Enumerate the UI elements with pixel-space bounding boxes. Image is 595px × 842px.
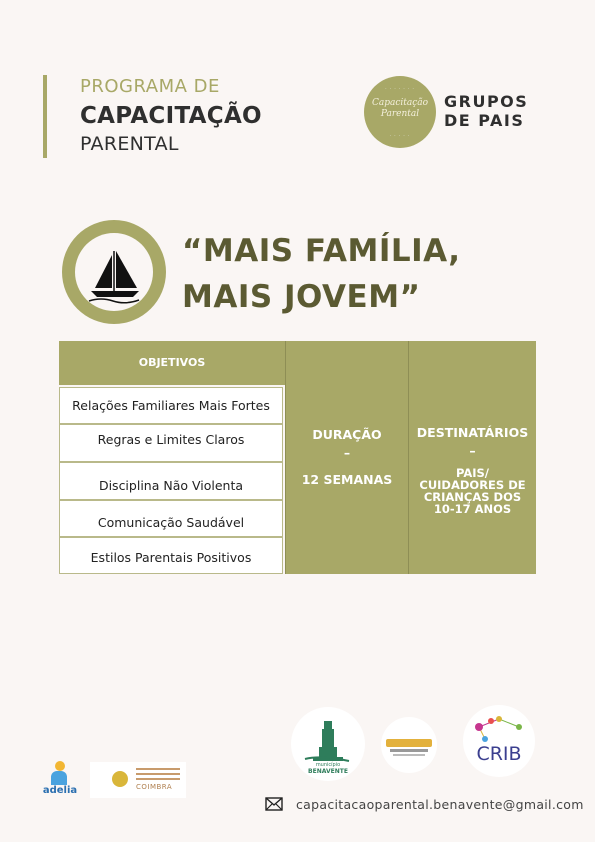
objetivo-item: Regras e Limites Claros <box>59 424 283 462</box>
duracao-panel <box>286 341 408 574</box>
program-seal-logo: · · · · · · · Capacitação Parental · · · · · <box>364 76 436 148</box>
benavente-text-1: município <box>315 762 341 768</box>
objetivos-header: OBJETIVOS <box>59 341 285 385</box>
objetivo-item: Disciplina Não Violenta <box>59 462 283 500</box>
destinatarios-value: PAIS/ CUIDADORES DE CRIANÇAS DOS 10-17 ANOS <box>419 466 526 516</box>
destinatarios-label: DESTINATÁRIOS <box>416 425 529 440</box>
objetivo-item: Estilos Parentais Positivos <box>59 537 283 574</box>
mail-icon <box>265 797 283 811</box>
adelia-text: adelia <box>42 785 78 796</box>
network-icon <box>463 705 535 777</box>
crib-text: CRIB <box>476 743 522 765</box>
seal-text-2: Parental <box>380 109 420 119</box>
duracao-dash: – <box>343 445 351 460</box>
objetivo-item: Comunicação Saudável <box>59 500 283 537</box>
main-title: “MAIS FAMÍLIA, MAIS JOVEM” <box>182 233 461 315</box>
duracao-label: DURAÇÃO <box>312 427 382 442</box>
contact-email[interactable]: capacitacaoparental.benavente@gmail.com <box>296 797 584 812</box>
crib-logo <box>463 705 535 777</box>
benavente-text-2: BENAVENTE <box>308 768 348 775</box>
benavente-logo <box>291 707 365 781</box>
accent-bar <box>43 75 47 158</box>
program-table <box>59 341 536 574</box>
duracao-value: 12 SEMANAS <box>301 472 393 487</box>
program-title-line3: PARENTAL <box>80 133 179 155</box>
destinatarios-dash: – <box>469 443 476 458</box>
sailboat-icon <box>75 233 153 311</box>
program-title-line1: PROGRAMA DE <box>80 76 220 97</box>
objetivo-item: Relações Familiares Mais Fortes <box>59 387 283 424</box>
sailboat-badge <box>62 220 166 324</box>
program-title-line2: CAPACITAÇÃO <box>80 103 262 129</box>
seal-text-1: Capacitação <box>371 98 429 108</box>
adelia-logo <box>41 757 79 801</box>
destinatarios-panel <box>409 341 536 574</box>
coimbra-text: COIMBRA <box>136 783 173 791</box>
coimbra-logo <box>90 762 186 798</box>
grupos-de-pais: GRUPOS DE PAIS <box>444 92 529 130</box>
partner-logo-middle <box>381 717 437 773</box>
